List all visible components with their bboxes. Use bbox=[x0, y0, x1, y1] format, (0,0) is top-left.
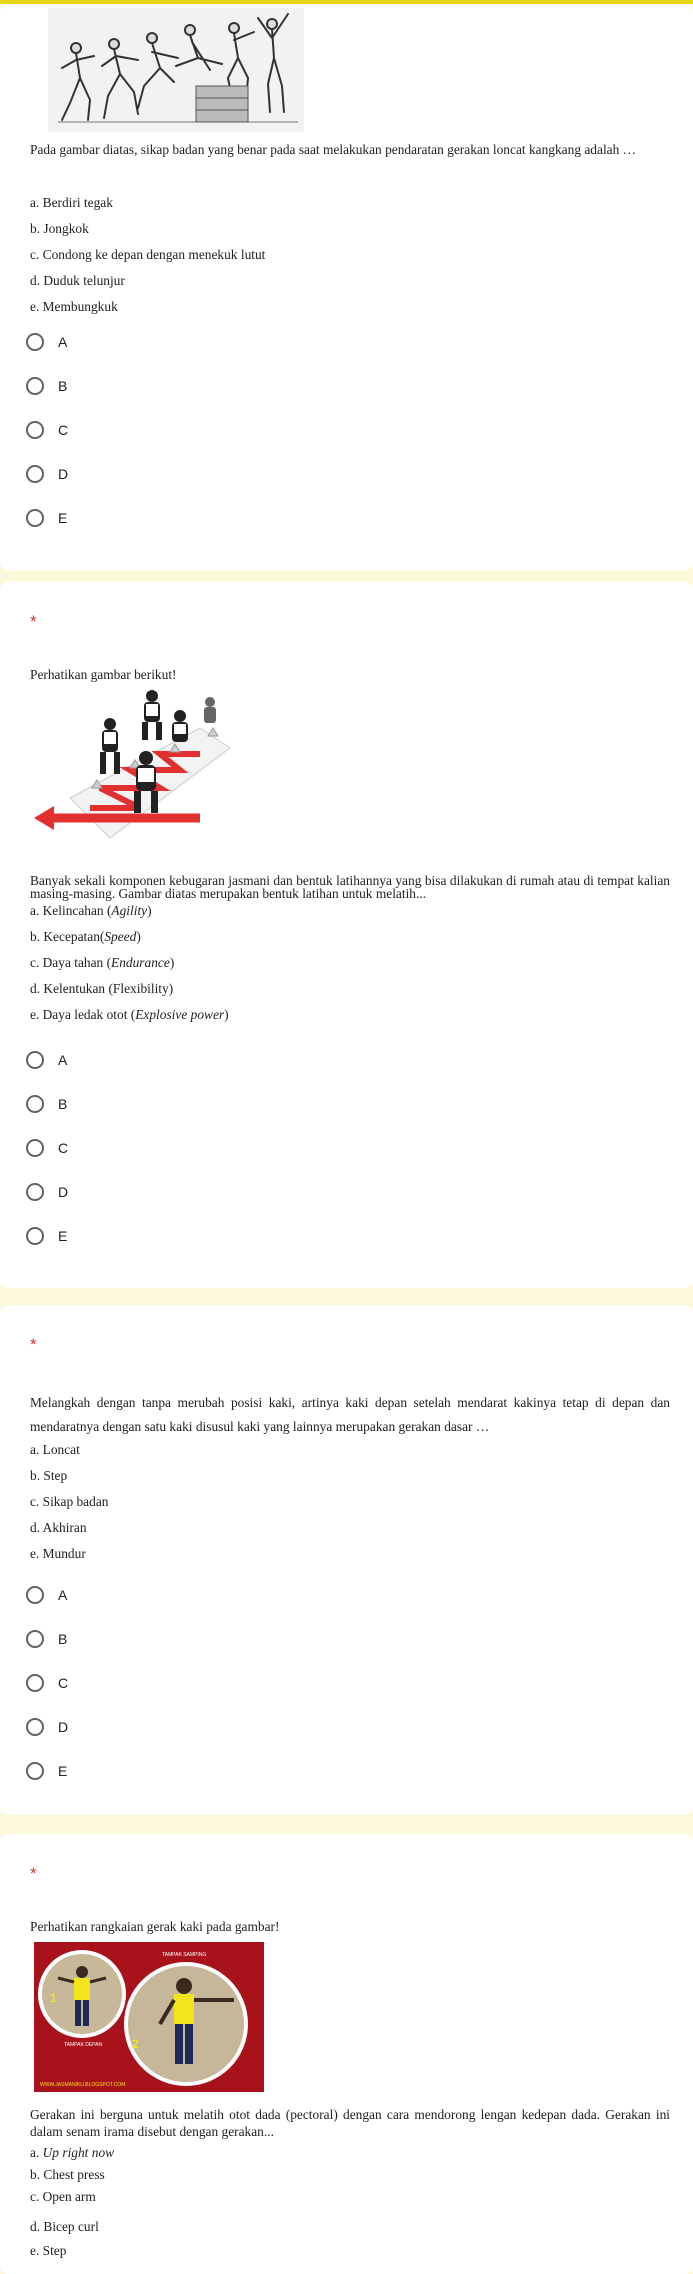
question-2-option-e: e. Daya ledak otot (Explosive power) bbox=[30, 1007, 229, 1022]
radio-circle-icon[interactable] bbox=[26, 1183, 44, 1201]
radio-circle-icon[interactable] bbox=[26, 1227, 44, 1245]
question-4-text: Gerakan ini berguna untuk melatih otot dada (pectoral) dengan cara mendorong lengan kedepan dada. Gerakan ini dalam senam irama disebut dengan gerakan... bbox=[30, 2107, 670, 2139]
question-2-option-b: b. Kecepatan(Speed) bbox=[30, 929, 141, 944]
radio-circle-icon[interactable] bbox=[26, 1051, 44, 1069]
question-3-option-b: b. Step bbox=[30, 1468, 68, 1483]
question-2-choice-c[interactable]: C bbox=[26, 1136, 68, 1160]
figure-label-side: TAMPAK SAMPING bbox=[162, 1952, 207, 1958]
radio-circle-icon[interactable] bbox=[26, 421, 44, 439]
question-3-text: Melangkah dengan tanpa merubah posisi kaki, artinya kaki depan setelah mendarat kakinya tetap di depan dan mendaratnya dengan satu kaki disusul kaki yang lainnya merupakan gerakan dasar … bbox=[30, 1395, 670, 1434]
radio-circle-icon[interactable] bbox=[26, 377, 44, 395]
required-asterisk: * bbox=[30, 612, 37, 631]
question-2-choice-a[interactable]: A bbox=[26, 1048, 67, 1072]
question-4-prompt: Perhatikan rangkaian gerak kaki pada gambar! bbox=[30, 1919, 280, 1934]
question-2-option-a: a. Kelincahan (Agility) bbox=[30, 903, 152, 918]
question-4-option-b: b. Chest press bbox=[30, 2167, 105, 2182]
question-3-option-a: a. Loncat bbox=[30, 1442, 80, 1457]
question-card-2 bbox=[0, 582, 693, 1288]
question-3-choice-d[interactable]: D bbox=[26, 1715, 68, 1739]
question-4-option-c: c. Open arm bbox=[30, 2189, 96, 2204]
question-2-choice-d[interactable]: D bbox=[26, 1180, 68, 1204]
question-2-choice-e[interactable]: E bbox=[26, 1224, 67, 1248]
radio-circle-icon[interactable] bbox=[26, 509, 44, 527]
question-2-prompt: Perhatikan gambar berikut! bbox=[30, 667, 177, 682]
radio-circle-icon[interactable] bbox=[26, 1762, 44, 1780]
question-3-choice-e[interactable]: E bbox=[26, 1759, 67, 1783]
question-card-4 bbox=[0, 1834, 693, 2274]
question-1-choice-b[interactable]: B bbox=[26, 374, 67, 398]
required-asterisk: * bbox=[30, 1864, 37, 1883]
question-1-text: Pada gambar diatas, sikap badan yang benar pada saat melakukan pendaratan gerakan loncat kangkang adalah … bbox=[30, 142, 637, 157]
figure-number-1: 1 bbox=[50, 1991, 57, 2005]
question-1-option-b: b. Jongkok bbox=[30, 221, 89, 236]
question-1-option-a: a. Berdiri tegak bbox=[30, 195, 113, 210]
question-2-choice-b[interactable]: B bbox=[26, 1092, 67, 1116]
question-4-image bbox=[34, 1942, 264, 2092]
question-2-option-d: d. Kelentukan (Flexibility) bbox=[30, 981, 174, 996]
question-3-choice-b[interactable]: B bbox=[26, 1627, 67, 1651]
question-2-text: Banyak sekali komponen kebugaran jasmani dan bentuk latihannya yang bisa dilakukan di rumah atau di tempat kalian masing-masing. Gambar diatas merupakan bentuk latihan untuk melatih... bbox=[30, 873, 670, 901]
question-3-option-d: d. Akhiran bbox=[30, 1520, 87, 1535]
radio-circle-icon[interactable] bbox=[26, 465, 44, 483]
radio-circle-icon[interactable] bbox=[26, 1718, 44, 1736]
question-4-option-a: a. Up right now bbox=[30, 2145, 115, 2160]
radio-circle-icon[interactable] bbox=[26, 1630, 44, 1648]
radio-circle-icon[interactable] bbox=[26, 1095, 44, 1113]
question-1-choice-c[interactable]: C bbox=[26, 418, 68, 442]
question-4-option-d: d. Bicep curl bbox=[30, 2219, 99, 2234]
question-1-option-d: d. Duduk telunjur bbox=[30, 273, 125, 288]
figure-footer: WWW.JASMANIKU.BLOGSPOT.COM bbox=[40, 2082, 126, 2088]
question-card-1 bbox=[0, 4, 693, 570]
question-1-option-c: c. Condong ke depan dengan menekuk lutut bbox=[30, 247, 266, 262]
required-asterisk: * bbox=[30, 1335, 37, 1354]
question-2-image bbox=[30, 688, 242, 856]
question-1-choice-e[interactable]: E bbox=[26, 506, 67, 530]
radio-circle-icon[interactable] bbox=[26, 1139, 44, 1157]
radio-circle-icon[interactable] bbox=[26, 1674, 44, 1692]
question-3-choice-c[interactable]: C bbox=[26, 1671, 68, 1695]
question-card-3 bbox=[0, 1305, 693, 1815]
question-1-option-e: e. Membungkuk bbox=[30, 299, 118, 314]
radio-circle-icon[interactable] bbox=[26, 333, 44, 351]
figure-label-front: TAMPAK DEPAN bbox=[64, 2042, 103, 2048]
radio-circle-icon[interactable] bbox=[26, 1586, 44, 1604]
question-3-option-c: c. Sikap badan bbox=[30, 1494, 109, 1509]
question-1-choice-a[interactable]: A bbox=[26, 330, 67, 354]
question-3-option-e: e. Mundur bbox=[30, 1546, 86, 1561]
question-4-option-e: e. Step bbox=[30, 2243, 67, 2258]
question-2-option-c: c. Daya tahan (Endurance) bbox=[30, 955, 175, 970]
figure-number-2: 2 bbox=[132, 2037, 139, 2051]
question-1-image bbox=[48, 8, 304, 132]
question-3-choice-a[interactable]: A bbox=[26, 1583, 67, 1607]
question-1-choice-d[interactable]: D bbox=[26, 462, 68, 486]
